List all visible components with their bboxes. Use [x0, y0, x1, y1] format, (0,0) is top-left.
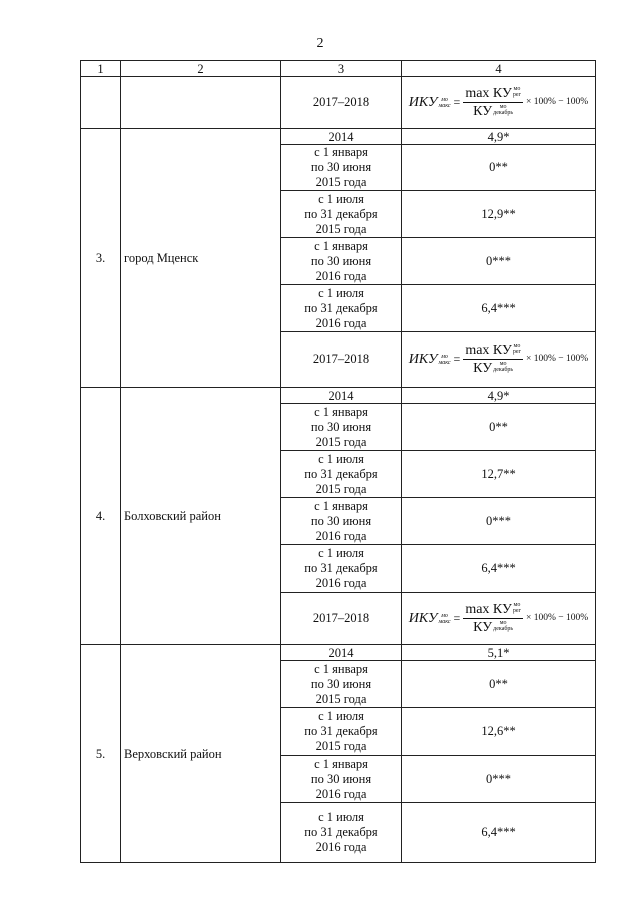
formula — [409, 86, 588, 119]
formula-denominator: КУ — [473, 361, 493, 376]
municipality-name: город Мценск — [121, 129, 281, 388]
value-cell: 6,4*** — [402, 285, 596, 332]
value-cell: 0*** — [402, 238, 596, 285]
period-cell: 2017–2018 — [281, 77, 402, 129]
indices-table — [80, 60, 596, 863]
formula-numerator: max КУ — [465, 86, 512, 101]
value-cell: 0*** — [402, 756, 596, 803]
value-cell: 4,9* — [402, 129, 596, 145]
formula — [409, 602, 588, 635]
index-formula — [408, 86, 589, 119]
period-cell: с 1 июля по 31 декабря 2015 года — [281, 708, 402, 756]
value-cell: 6,4*** — [402, 545, 596, 593]
formula-lhs-sup: мо — [441, 612, 448, 619]
header-col-2: 2 — [121, 61, 281, 77]
formula-num-sup: мо — [513, 602, 521, 608]
formula-den-sub: декабрь — [493, 110, 514, 116]
period-cell: с 1 января по 30 июня 2015 года — [281, 404, 402, 451]
row-number: 4. — [81, 388, 121, 645]
formula-lhs: ИКУ — [408, 95, 438, 110]
formula-lhs-sub: макс — [438, 359, 451, 366]
formula-den-sub: декабрь — [493, 367, 514, 373]
formula-num-sub: рег — [512, 349, 522, 355]
formula-den-sub: декабрь — [493, 626, 514, 632]
empty-cell — [81, 77, 121, 129]
period-cell: с 1 июля по 31 декабря 2016 года — [281, 803, 402, 863]
period-cell: с 1 января по 30 июня 2015 года — [281, 145, 402, 191]
page-number: 2 — [316, 36, 324, 51]
period-cell: с 1 июля по 31 декабря 2016 года — [281, 285, 402, 332]
period-cell: 2014 — [281, 388, 402, 404]
formula-num-sub: рег — [512, 608, 522, 614]
formula-num-sub: рег — [512, 92, 522, 98]
formula-lhs: ИКУ — [408, 611, 438, 626]
value-cell: 0** — [402, 145, 596, 191]
formula-den-sup: мо — [499, 620, 507, 626]
period-cell: 2014 — [281, 129, 402, 145]
value-cell: 6,4*** — [402, 803, 596, 863]
formula-cell — [402, 332, 596, 388]
value-cell: 0** — [402, 404, 596, 451]
row-number: 3. — [81, 129, 121, 388]
formula-denominator: КУ — [473, 620, 493, 635]
index-formula — [408, 343, 589, 376]
formula-lhs-sub: макс — [438, 618, 451, 625]
formula-eq: = — [453, 352, 461, 366]
formula-numerator: max КУ — [465, 602, 512, 617]
formula-lhs-sup: мо — [441, 353, 448, 360]
period-cell: с 1 января по 30 июня 2016 года — [281, 756, 402, 803]
value-cell: 5,1* — [402, 645, 596, 661]
formula-tail: × 100% − 100% — [526, 354, 589, 364]
period-cell: с 1 июля по 31 декабря 2016 года — [281, 545, 402, 593]
table-row — [81, 645, 596, 661]
formula-eq: = — [453, 611, 461, 625]
formula-num-sup: мо — [513, 343, 521, 349]
header-col-1: 1 — [81, 61, 121, 77]
formula-fraction — [463, 602, 523, 635]
formula-lhs-sup: мо — [441, 96, 448, 103]
formula-denominator: КУ — [473, 104, 493, 119]
formula-den-sup: мо — [499, 361, 507, 367]
period-cell: 2017–2018 — [281, 332, 402, 388]
value-cell: 12,7** — [402, 451, 596, 498]
municipality-name: Верховский район — [121, 645, 281, 863]
table-header-row — [81, 61, 596, 77]
period-cell: с 1 июля по 31 декабря 2015 года — [281, 451, 402, 498]
row-number: 5. — [81, 645, 121, 863]
value-cell: 12,9** — [402, 191, 596, 238]
period-cell: с 1 января по 30 июня 2016 года — [281, 238, 402, 285]
formula — [409, 343, 588, 376]
value-cell: 4,9* — [402, 388, 596, 404]
period-cell: с 1 января по 30 июня 2015 года — [281, 661, 402, 708]
period-cell: 2017–2018 — [281, 593, 402, 645]
period-cell: с 1 января по 30 июня 2016 года — [281, 498, 402, 545]
formula-num-sup: мо — [513, 86, 521, 92]
period-cell: 2014 — [281, 645, 402, 661]
formula-lhs: ИКУ — [408, 352, 438, 367]
empty-cell — [121, 77, 281, 129]
formula-fraction — [463, 86, 523, 119]
formula-cell — [402, 593, 596, 645]
table-row — [81, 77, 596, 129]
municipality-name: Болховский район — [121, 388, 281, 645]
table-row — [81, 129, 596, 145]
value-cell: 0** — [402, 661, 596, 708]
formula-tail: × 100% − 100% — [526, 613, 589, 623]
header-col-4: 4 — [402, 61, 596, 77]
index-formula — [408, 602, 589, 635]
formula-den-sup: мо — [499, 104, 507, 110]
formula-fraction — [463, 343, 523, 376]
formula-cell — [402, 77, 596, 129]
formula-eq: = — [453, 95, 461, 109]
table-row — [81, 388, 596, 404]
formula-tail: × 100% − 100% — [526, 97, 589, 107]
formula-numerator: max КУ — [465, 343, 512, 358]
value-cell: 12,6** — [402, 708, 596, 756]
formula-lhs-sub: макс — [438, 102, 451, 109]
period-cell: с 1 июля по 31 декабря 2015 года — [281, 191, 402, 238]
value-cell: 0*** — [402, 498, 596, 545]
header-col-3: 3 — [281, 61, 402, 77]
